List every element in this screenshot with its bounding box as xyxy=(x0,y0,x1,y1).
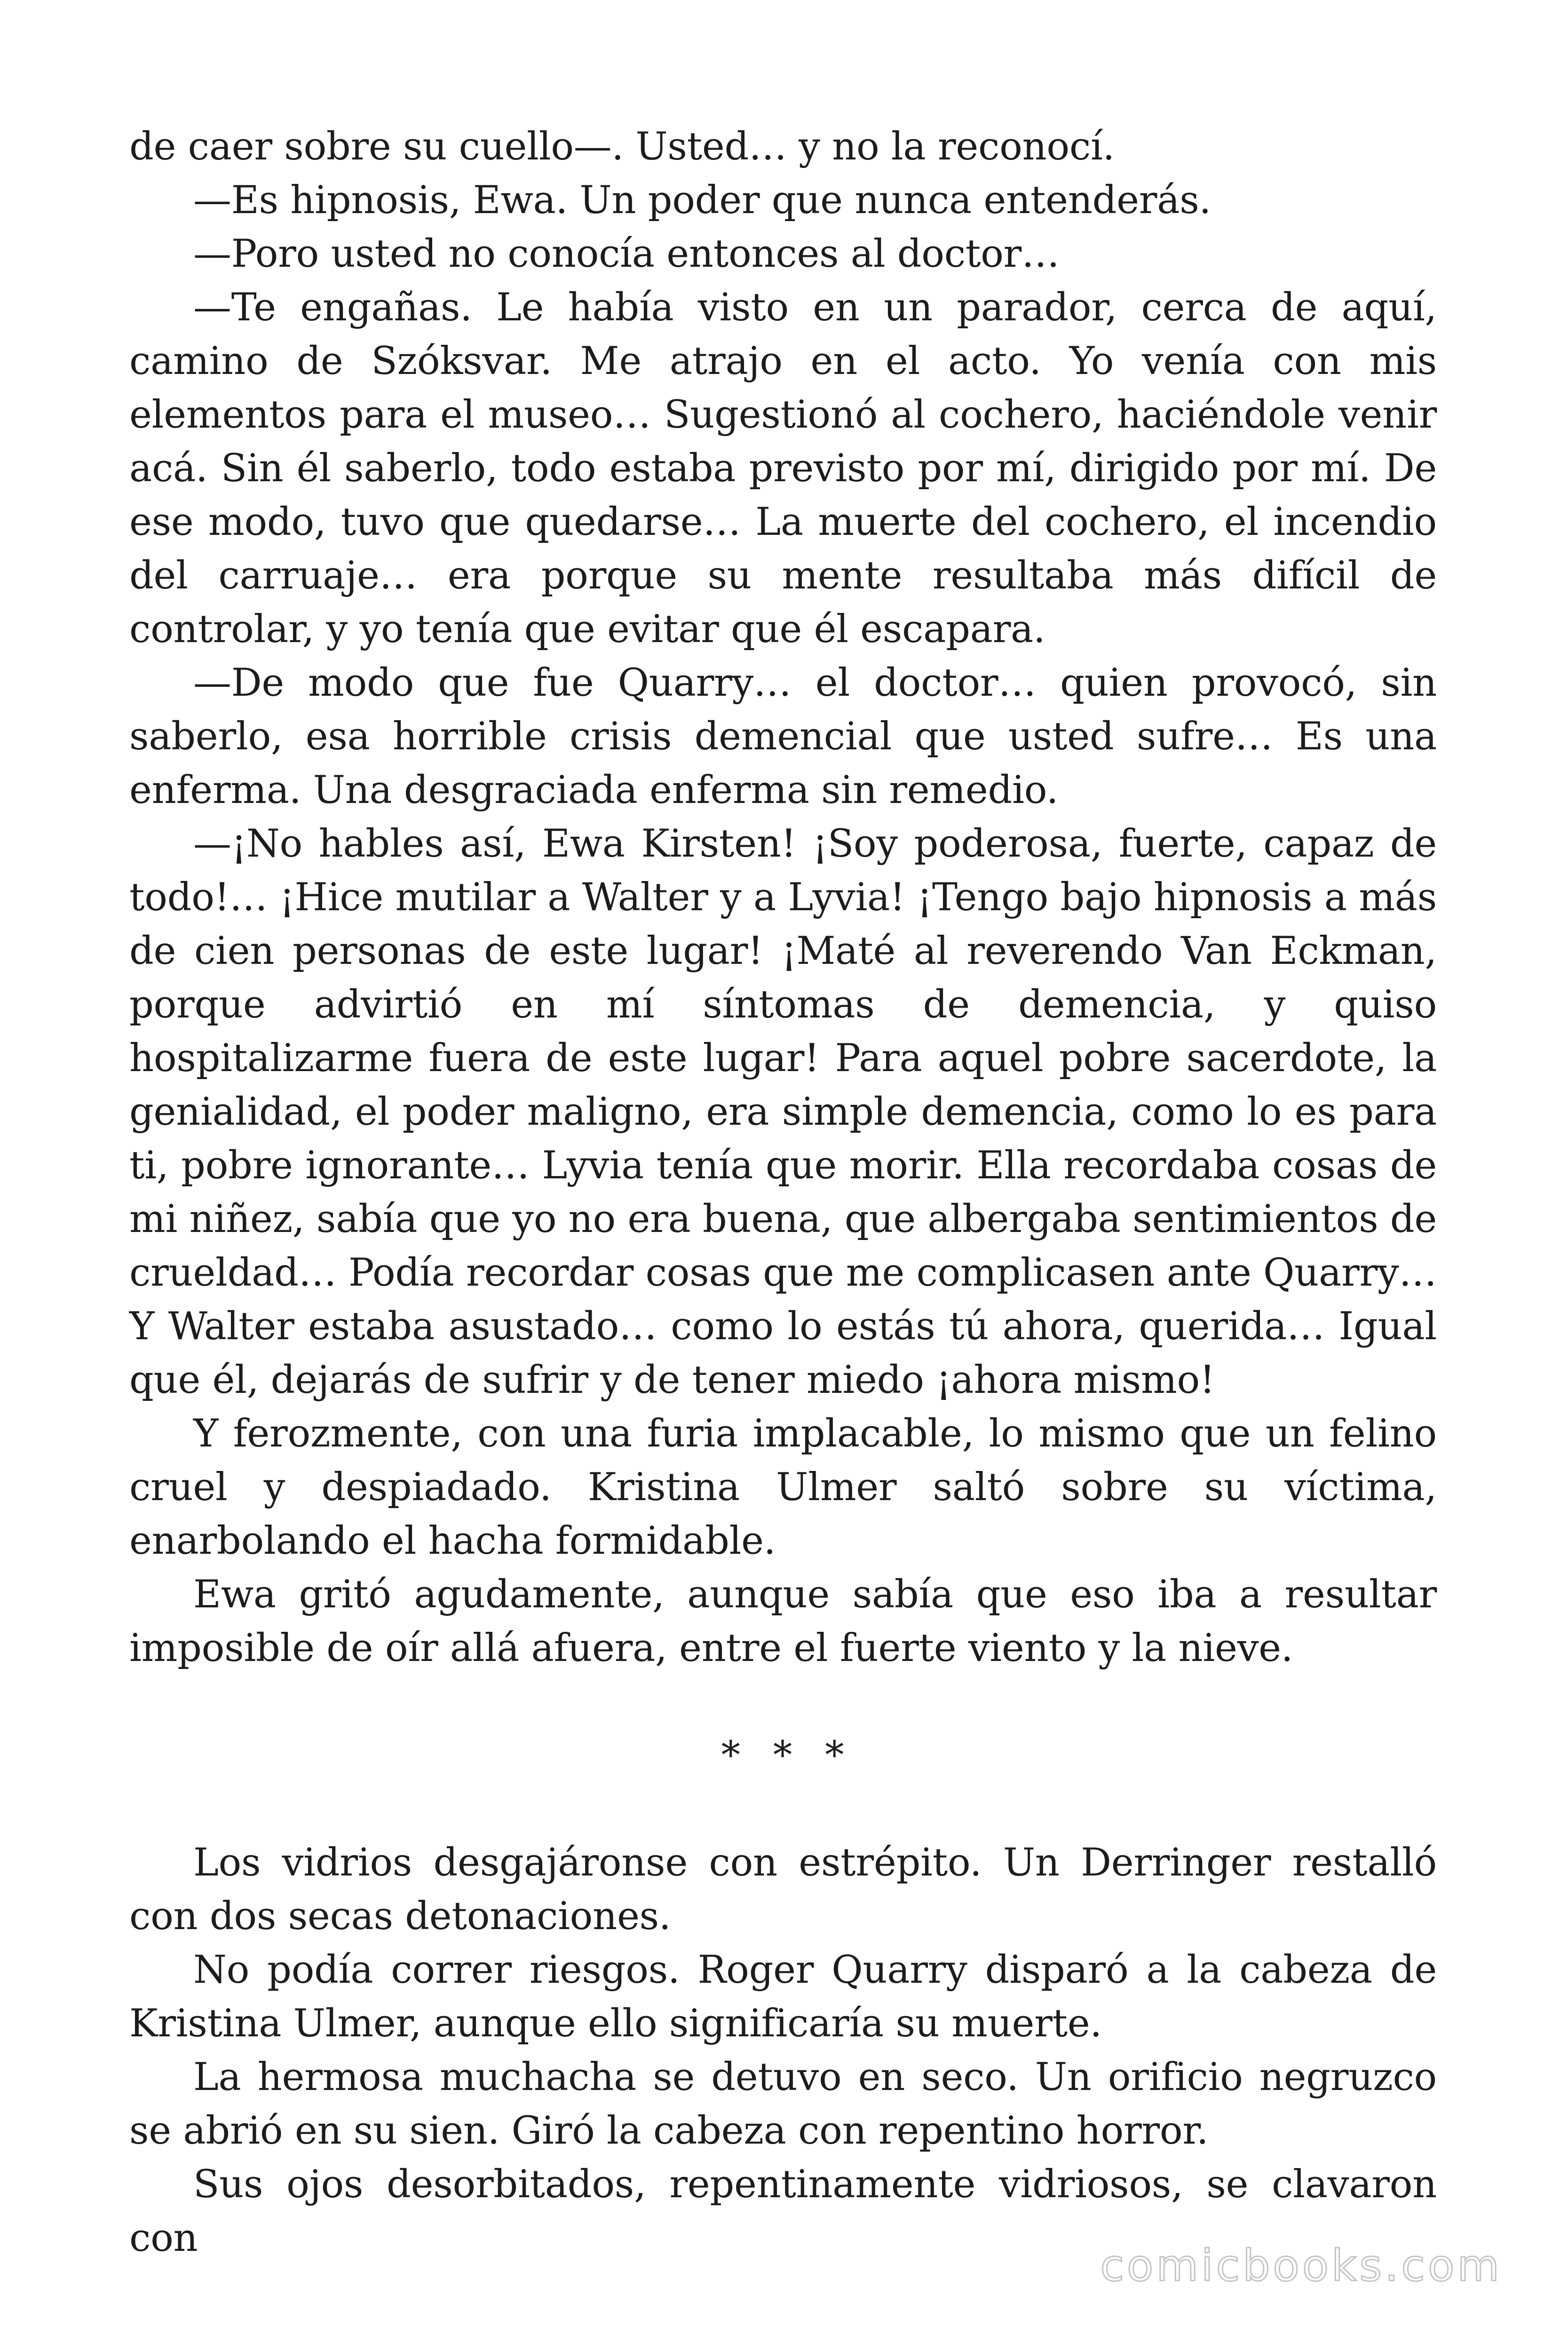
paragraph: —¡No hables así, Ewa Kirsten! ¡Soy poderosa, fuerte, capaz de todo!… ¡Hice mutilar a Walter y a Lyvia! ¡Tengo bajo hipnosis a más de cien personas de este lugar! ¡Maté al reverendo Van Eckman, porque advirtió en mí síntomas de demencia, y quiso hospitalizarme fuera de este lugar! Para aquel pobre sacerdote, la genialidad, el poder maligno, era simple demencia, como lo es para ti, pobre ignorante… Lyvia tenía que morir. Ella recordaba cosas de mi niñez, sabía que yo no era buena, que albergaba sentimientos de crueldad… Podía recordar cosas que me complicasen ante Quarry… Y Walter estaba asustado… como lo estás tú ahora, querida… Igual que él, dejarás de sufrir y de tener miedo ¡ahora mismo! xyxy=(129,822,1437,1402)
paragraph: Ewa gritó agudamente, aunque sabía que eso iba a resultar imposible de oír allá afuera, entre el fuerte viento y la nieve. xyxy=(129,1573,1437,1670)
paragraph: Y ferozmente, con una furia implacable, lo mismo que un felino cruel y despiadado. Kristina Ulmer saltó sobre su víctima, enarbolando el hacha formidable. xyxy=(129,1412,1437,1563)
book-page xyxy=(129,120,1437,2265)
paragraph: Los vidrios desgajáronse con estrépito. Un Derringer restalló con dos secas detonaciones. xyxy=(129,1841,1437,1939)
paragraph: Sus ojos desorbitados, repentinamente vidriosos, se clavaron con xyxy=(129,2162,1437,2260)
paragraph: —Es hipnosis, Ewa. Un poder que nunca entenderás. xyxy=(193,178,1211,222)
watermark: comicbooks.com xyxy=(1100,2241,1502,2291)
paragraph: —Te engañas. Le había visto en un parador, cerca de aquí, camino de Szóksvar. Me atrajo en el acto. Yo venía con mis elementos para el museo… Sugestionó al cochero, haciéndole venir acá. Sin él saberlo, todo estaba previsto por mí, dirigido por mí. De ese modo, tuvo que quedarse… La muerte del cochero, el incendio del carruaje… era porque su mente resultaba más difícil de controlar, y yo tenía que evitar que él escapara. xyxy=(129,286,1437,652)
section-break: * * * xyxy=(721,1733,855,1778)
paragraph: La hermosa muchacha se detuvo en seco. Un orificio negruzco se abrió en su sien. Giró la cabeza con repentino horror. xyxy=(129,2055,1437,2153)
paragraph: No podía correr riesgos. Roger Quarry disparó a la cabeza de Kristina Ulmer, aunque ello significaría su muerte. xyxy=(129,1948,1437,2046)
paragraph: —Poro usted no conocía entonces al doctor… xyxy=(193,232,1060,276)
paragraph: de caer sobre su cuello—. Usted… y no la reconocí. xyxy=(129,125,1115,169)
paragraph: —De modo que fue Quarry… el doctor… quien provocó, sin saberlo, esa horrible crisis demencial que usted sufre… Es una enferma. Una desgraciada enferma sin remedio. xyxy=(129,661,1437,812)
